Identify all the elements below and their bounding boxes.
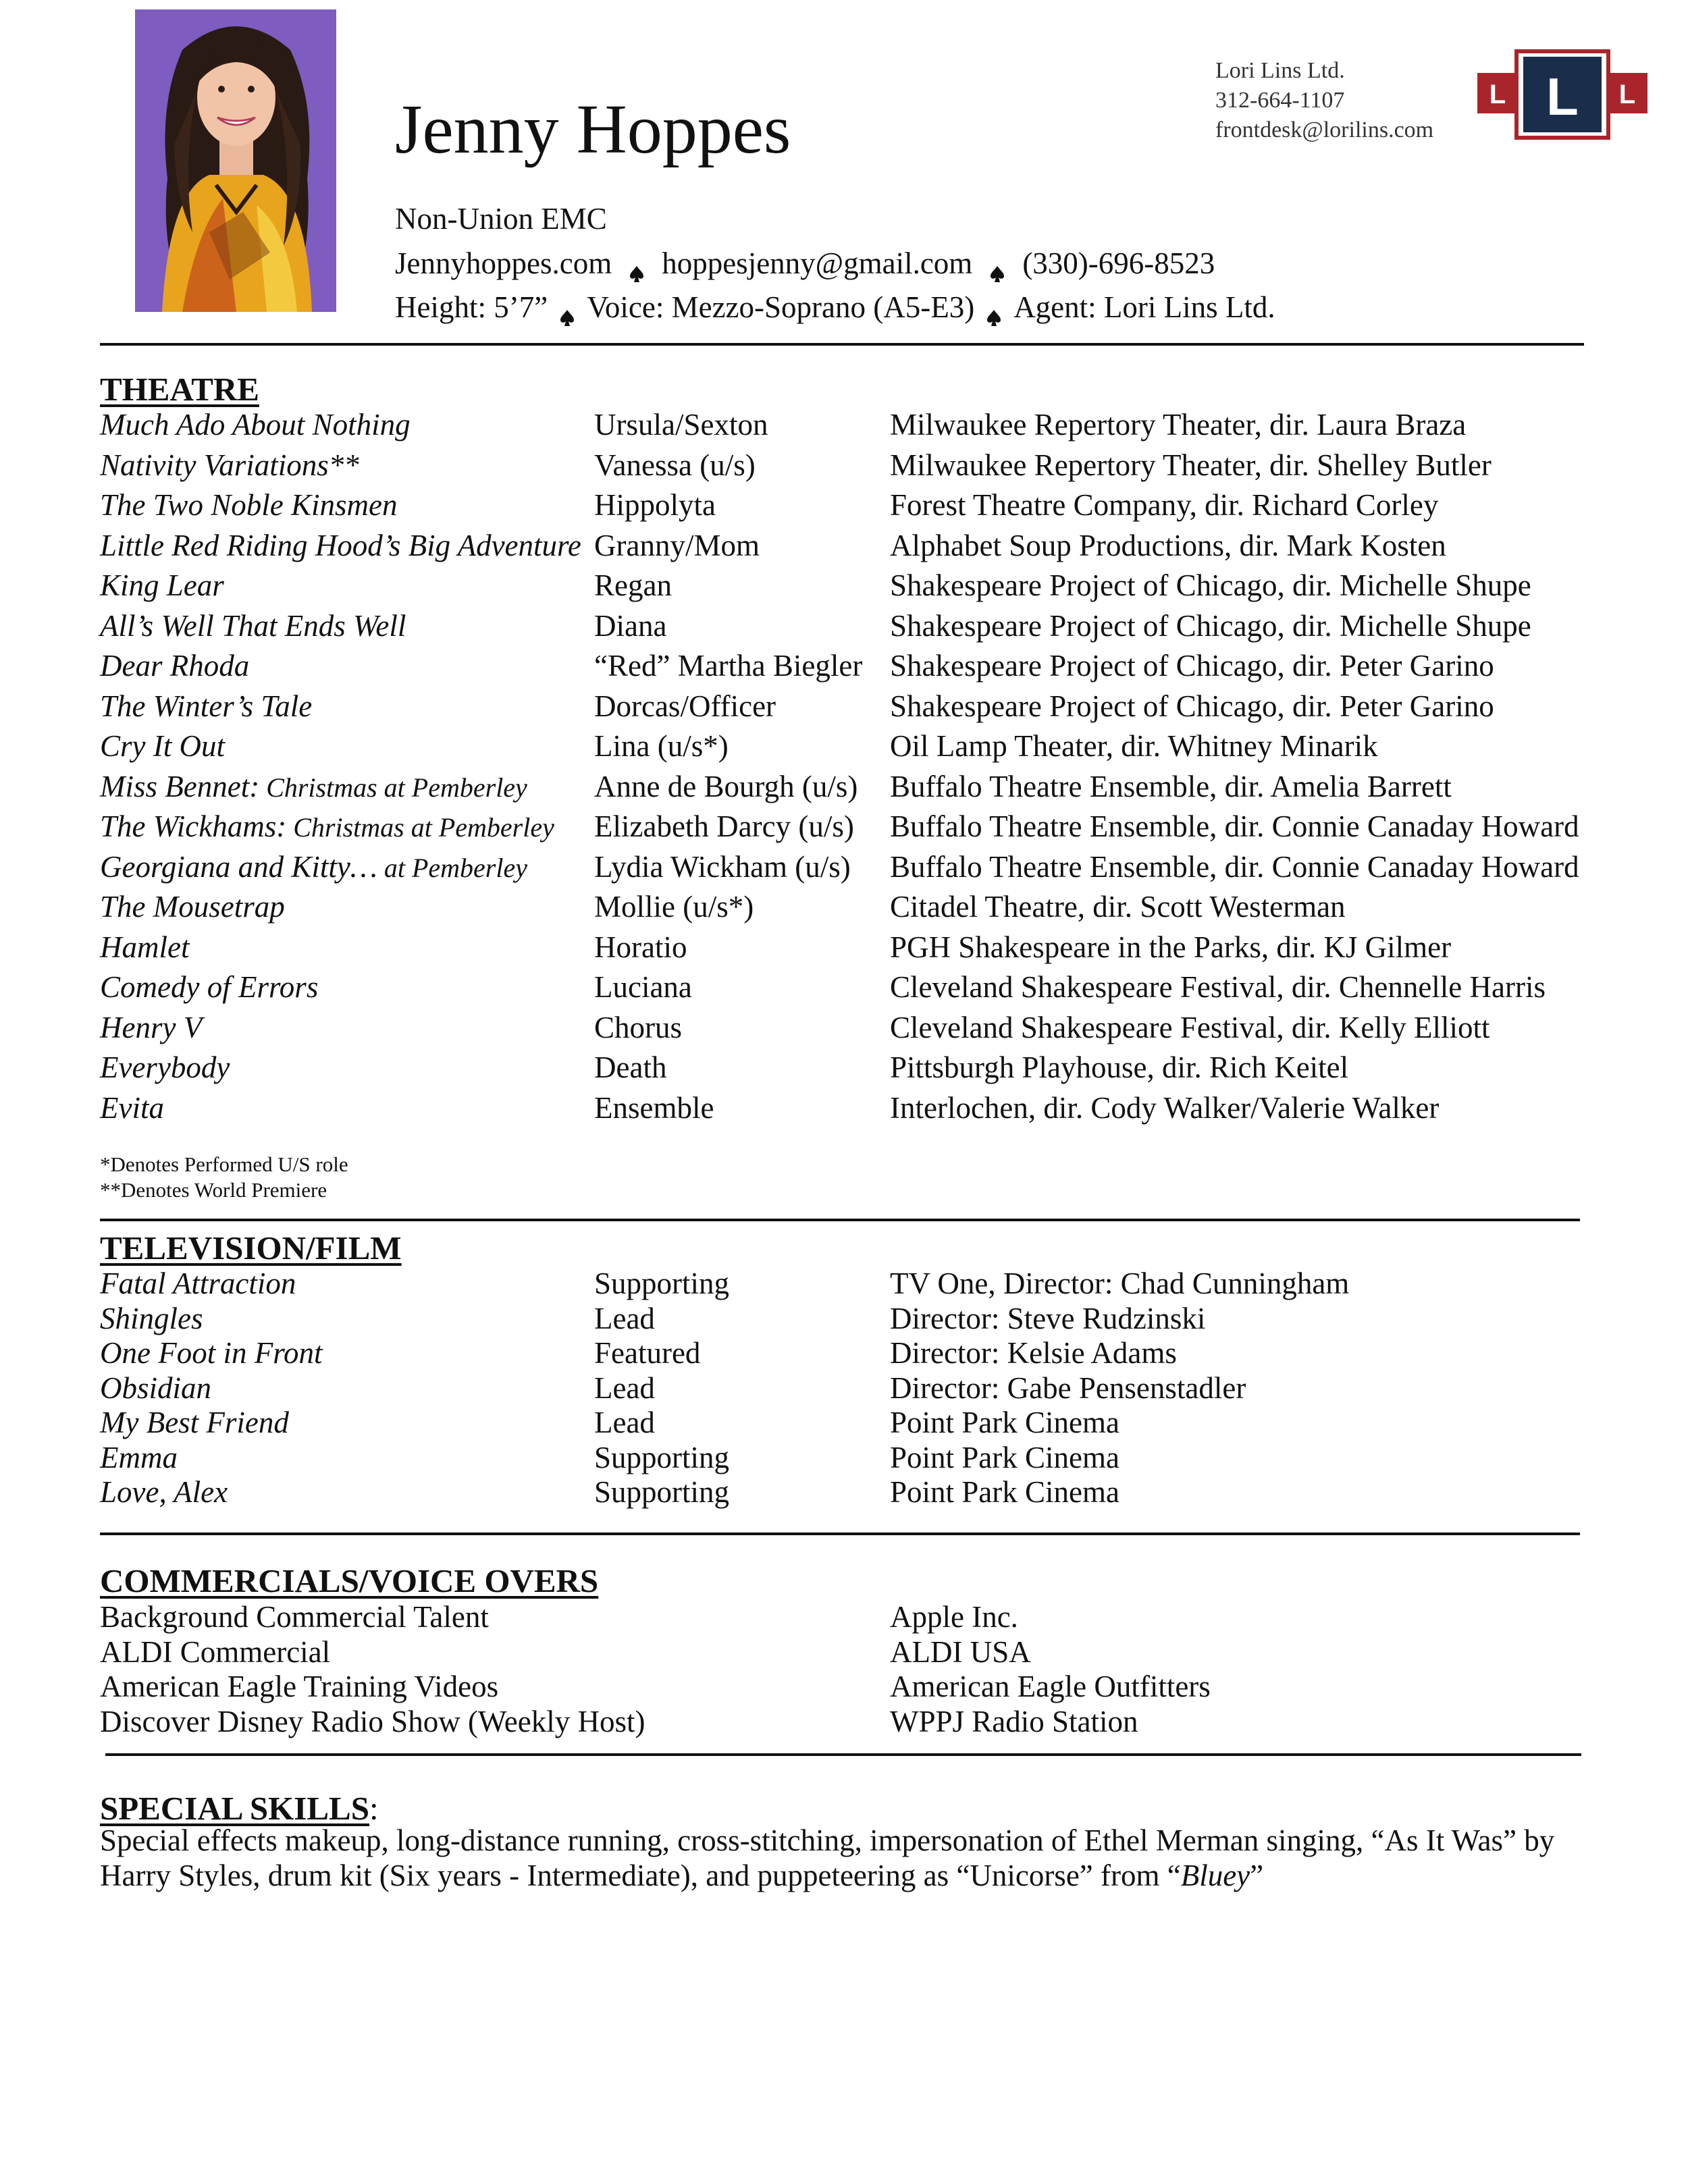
- note-understudy: *Denotes Performed U/S role: [100, 1152, 348, 1176]
- company-cell: Director: Steve Rudzinski: [890, 1301, 1206, 1335]
- company-cell: Alphabet Soup Productions, dir. Mark Kosten: [890, 528, 1446, 562]
- company-cell: Shakespeare Project of Chicago, dir. Peter Garino: [890, 649, 1494, 683]
- role-cell: Granny/Mom: [594, 528, 760, 562]
- client-cell: WPPJ Radio Station: [890, 1704, 1138, 1738]
- show-title: Evita: [100, 1090, 164, 1125]
- spade-icon: [629, 258, 644, 275]
- spade-icon: [560, 302, 575, 319]
- show-title: Hamlet: [100, 930, 190, 964]
- show-cell: [100, 606, 406, 646]
- agency-email[interactable]: frontdesk@lorilins.com: [1215, 117, 1434, 142]
- agency-logo: [1477, 47, 1647, 142]
- show-cell: [100, 1088, 164, 1128]
- role-cell: Lead: [594, 1301, 655, 1335]
- header-divider: [100, 343, 1584, 346]
- agent-stat: Agent: Lori Lins Ltd.: [1013, 290, 1275, 324]
- show-title: The Mousetrap: [100, 890, 285, 924]
- skills-heading: [100, 1789, 379, 1828]
- show-title: Cry It Out: [100, 729, 225, 763]
- company-cell: TV One, Director: Chad Cunningham: [890, 1267, 1350, 1300]
- note-premiere: **Denotes World Premiere: [100, 1178, 327, 1202]
- role-cell: Hippolyta: [594, 488, 716, 522]
- show-cell: [100, 1472, 228, 1512]
- show-cell: [100, 1008, 202, 1048]
- company-cell: Cleveland Shakespeare Festival, dir. Kelly Elliott: [890, 1010, 1490, 1044]
- agency-phone: 312-664-1107: [1215, 88, 1345, 113]
- role-cell: Dorcas/Officer: [594, 689, 776, 723]
- client-cell: Apple Inc.: [890, 1600, 1018, 1634]
- role-cell: Lina (u/s*): [594, 729, 729, 763]
- show-title: The Wickhams:: [100, 809, 287, 843]
- film-heading: TELEVISION/FILM: [100, 1229, 402, 1267]
- show-title: All’s Well That Ends Well: [100, 608, 406, 643]
- show-cell: [100, 847, 527, 888]
- show-cell: [100, 967, 318, 1007]
- show-cell: [100, 1403, 289, 1443]
- phone-number: (330)-696-8523: [1022, 246, 1215, 280]
- film-divider: [100, 1533, 1580, 1535]
- theatre-heading: THEATRE: [100, 371, 259, 408]
- stats-line: [395, 292, 1275, 323]
- role-cell: Horatio: [594, 930, 687, 964]
- client-cell: American Eagle Outfitters: [890, 1670, 1211, 1703]
- company-cell: Interlochen, dir. Cody Walker/Valerie Walker: [890, 1090, 1440, 1125]
- union-status: Non-Union EMC: [395, 202, 607, 236]
- spade-icon: [986, 302, 1001, 319]
- show-title: Much Ado About Nothing: [100, 408, 411, 442]
- voice-stat: Voice: Mezzo-Soprano (A5-E3): [587, 290, 975, 324]
- show-title: Georgiana and Kitty…: [100, 849, 377, 884]
- show-title: Dear Rhoda: [100, 649, 250, 683]
- skills-heading-text: SPECIAL SKILLS: [100, 1790, 369, 1827]
- skills-text: [100, 1823, 1585, 1893]
- company-cell: Shakespeare Project of Chicago, dir. Michelle Shupe: [890, 608, 1531, 643]
- theatre-divider: [100, 1219, 1580, 1221]
- spade-icon: [990, 258, 1005, 275]
- show-cell: [100, 1299, 203, 1339]
- job-cell: Discover Disney Radio Show (Weekly Host): [100, 1704, 645, 1738]
- job-cell: Background Commercial Talent: [100, 1600, 489, 1634]
- show-cell: [100, 405, 411, 445]
- role-cell: Elizabeth Darcy (u/s): [594, 809, 854, 843]
- skills-end: ”: [1250, 1859, 1264, 1892]
- actor-name: Jenny Hoppes: [395, 90, 791, 168]
- show-subtitle: Christmas at Pemberley: [286, 812, 554, 843]
- role-cell: Supporting: [594, 1440, 730, 1474]
- company-cell: Director: Gabe Pensenstadler: [890, 1370, 1246, 1405]
- show-cell: [100, 646, 249, 686]
- show-cell: [100, 1438, 178, 1478]
- show-title: The Winter’s Tale: [100, 689, 313, 723]
- show-title: Emma: [100, 1440, 178, 1474]
- company-cell: Milwaukee Repertory Theater, dir. Shelley Butler: [890, 448, 1492, 482]
- role-cell: Luciana: [594, 970, 692, 1004]
- skills-italic: Bluey: [1180, 1859, 1250, 1892]
- logo-letter-right: L: [1618, 80, 1636, 109]
- show-title: Comedy of Errors: [100, 970, 319, 1004]
- commercials-divider: [105, 1753, 1581, 1756]
- role-cell: Regan: [594, 568, 672, 602]
- website-link[interactable]: Jennyhoppes.com: [395, 246, 612, 280]
- role-cell: Supporting: [594, 1475, 730, 1509]
- show-cell: [100, 566, 224, 606]
- role-cell: Chorus: [594, 1010, 683, 1044]
- email-link[interactable]: hoppesjenny@gmail.com: [662, 246, 973, 280]
- company-cell: Pittsburgh Playhouse, dir. Rich Keitel: [890, 1050, 1349, 1084]
- company-cell: Citadel Theatre, dir. Scott Westerman: [890, 890, 1346, 924]
- company-cell: Cleveland Shakespeare Festival, dir. Chennelle Harris: [890, 970, 1546, 1004]
- show-cell: [100, 1368, 211, 1408]
- show-cell: [100, 446, 359, 485]
- role-cell: Ursula/Sexton: [594, 408, 768, 442]
- show-title: Nativity Variations**: [100, 448, 359, 482]
- role-cell: Featured: [594, 1336, 701, 1370]
- client-cell: ALDI USA: [890, 1634, 1031, 1669]
- skills-body: Special effects makeup, long-distance running, cross-stitching, impersonation of Ethel Merman singing, “As It Was” by Harry Styles, drum kit (Six years - Intermediate), and puppeteering as “Unicorse” from “: [100, 1823, 1555, 1892]
- show-title: Shingles: [100, 1301, 203, 1335]
- company-cell: Shakespeare Project of Chicago, dir. Peter Garino: [890, 689, 1494, 723]
- contact-line: [395, 248, 1215, 279]
- show-title: One Foot in Front: [100, 1336, 323, 1370]
- role-cell: Lydia Wickham (u/s): [594, 849, 851, 884]
- show-title: Fatal Attraction: [100, 1267, 296, 1300]
- show-title: The Two Noble Kinsmen: [100, 488, 398, 522]
- company-cell: Forest Theatre Company, dir. Richard Corley: [890, 488, 1439, 522]
- company-cell: Shakespeare Project of Chicago, dir. Michelle Shupe: [890, 568, 1531, 602]
- role-cell: Lead: [594, 1406, 655, 1439]
- show-cell: [100, 485, 397, 525]
- show-cell: [100, 1048, 230, 1088]
- role-cell: Supporting: [594, 1267, 730, 1300]
- role-cell: Vanessa (u/s): [594, 448, 756, 482]
- show-cell: [100, 887, 285, 927]
- show-subtitle: at Pemberley: [377, 852, 527, 883]
- show-cell: [100, 526, 581, 566]
- role-cell: Mollie (u/s*): [594, 890, 754, 924]
- role-cell: “Red” Martha Biegler: [594, 649, 863, 683]
- company-cell: Point Park Cinema: [890, 1440, 1119, 1474]
- logo-letter-left: L: [1489, 80, 1506, 109]
- show-cell: [100, 1264, 296, 1304]
- job-cell: American Eagle Training Videos: [100, 1670, 499, 1703]
- role-cell: Lead: [594, 1370, 655, 1405]
- company-cell: Milwaukee Repertory Theater, dir. Laura Braza: [890, 408, 1467, 442]
- company-cell: Buffalo Theatre Ensemble, dir. Connie Canaday Howard: [890, 809, 1579, 843]
- company-cell: Director: Kelsie Adams: [890, 1336, 1177, 1370]
- commercials-heading: COMMERCIALS/VOICE OVERS: [100, 1562, 599, 1599]
- role-cell: Diana: [594, 608, 667, 643]
- skills-heading-colon: :: [369, 1790, 379, 1827]
- logo-letter-center: L: [1546, 67, 1579, 126]
- show-title: Miss Bennet:: [100, 769, 260, 803]
- show-cell: [100, 1333, 323, 1373]
- company-cell: Point Park Cinema: [890, 1475, 1119, 1509]
- role-cell: Ensemble: [594, 1090, 714, 1125]
- company-cell: Buffalo Theatre Ensemble, dir. Amelia Barrett: [890, 769, 1452, 803]
- agency-name: Lori Lins Ltd.: [1215, 58, 1345, 83]
- show-cell: [100, 726, 225, 766]
- show-title: Obsidian: [100, 1370, 212, 1405]
- company-cell: Buffalo Theatre Ensemble, dir. Connie Canaday Howard: [890, 849, 1579, 884]
- show-subtitle: Christmas at Pemberley: [259, 772, 527, 803]
- show-title: Love, Alex: [100, 1475, 228, 1509]
- show-title: King Lear: [100, 568, 224, 602]
- company-cell: Point Park Cinema: [890, 1406, 1119, 1439]
- height-stat: Height: 5’7”: [395, 290, 548, 324]
- show-title: Henry V: [100, 1010, 203, 1044]
- headshot-photo: [135, 9, 336, 312]
- show-cell: [100, 687, 312, 726]
- company-cell: Oil Lamp Theater, dir. Whitney Minarik: [890, 729, 1378, 763]
- show-title: Everybody: [100, 1050, 230, 1084]
- show-cell: [100, 807, 554, 847]
- agency-contact: [1215, 56, 1433, 145]
- show-title: Little Red Riding Hood’s Big Adventure: [100, 528, 581, 562]
- show-cell: [100, 767, 527, 807]
- role-cell: Anne de Bourgh (u/s): [594, 769, 858, 803]
- company-cell: PGH Shakespeare in the Parks, dir. KJ Gilmer: [890, 930, 1452, 964]
- show-title: My Best Friend: [100, 1406, 289, 1439]
- job-cell: ALDI Commercial: [100, 1634, 331, 1669]
- role-cell: Death: [594, 1050, 667, 1084]
- show-cell: [100, 928, 189, 967]
